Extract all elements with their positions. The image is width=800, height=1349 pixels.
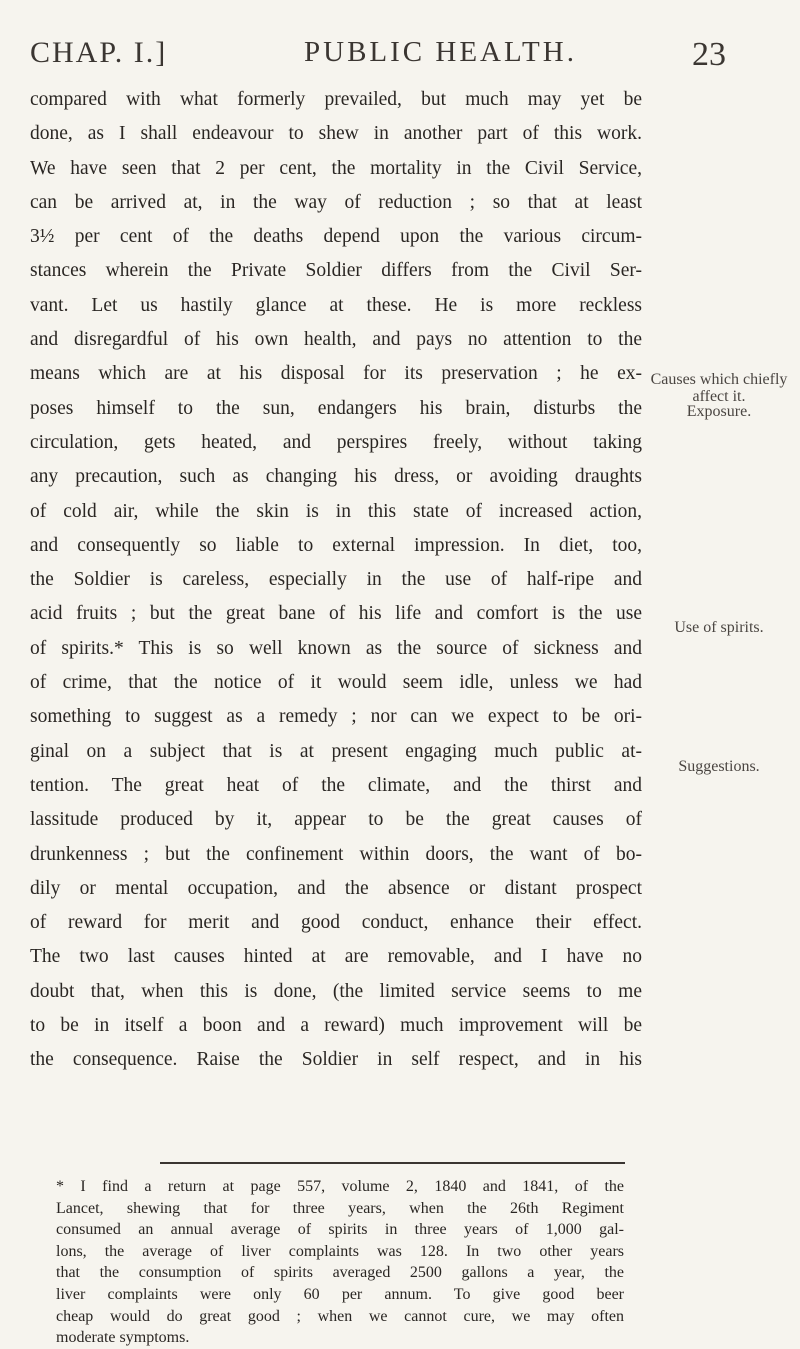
body-line: of crime, that the notice of it would seem idle, unless we had	[30, 672, 642, 694]
footnote-line: moderate symptoms.	[56, 1329, 190, 1347]
running-title: PUBLIC HEALTH.	[304, 36, 577, 68]
body-line: and disregardful of his own health, and pays no attention to the	[30, 329, 642, 351]
body-line: The two last causes hinted at are removable, and I have no	[30, 946, 642, 968]
body-line: and consequently so liable to external impression. In diet, too,	[30, 534, 642, 556]
body-line: drunkenness ; but the confinement within doors, the want of bo-	[30, 843, 642, 865]
body-line: the Soldier is careless, especially in the use of half-ripe and	[30, 569, 642, 591]
footnote-line: liver complaints were only 60 per annum. To give good beer	[56, 1285, 624, 1303]
footnote-line: lons, the average of liver complaints was 128. In two other years	[56, 1242, 624, 1260]
body-line: 3½ per cent of the deaths depend upon the various circum-	[30, 226, 642, 248]
footnote-line: that the consumption of spirits averaged 2500 gallons a year, the	[56, 1264, 624, 1282]
body-line: any precaution, such as changing his dress, or avoiding draughts	[30, 466, 642, 488]
body-text	[30, 83, 642, 1078]
chapter-heading: CHAP. I.]	[30, 36, 168, 69]
body-line: of reward for merit and good conduct, enhance their effect.	[30, 912, 642, 934]
body-line: means which are at his disposal for its preservation ; he ex-	[30, 363, 642, 385]
margin-note-suggestions: Suggestions.	[678, 758, 760, 775]
footnote-divider	[160, 1162, 625, 1164]
body-line: poses himself to the sun, endangers his brain, disturbs the	[30, 397, 642, 419]
footnote-line: cheap would do great good ; when we cannot cure, we may often	[56, 1307, 624, 1325]
body-line: lassitude produced by it, appear to be the great causes of	[30, 809, 642, 831]
margin-note-causes: Causes which chiefly affect it.	[650, 371, 788, 405]
body-line: of spirits.* This is so well known as the source of sickness and	[30, 637, 642, 659]
margin-note-exposure: Exposure.	[686, 403, 752, 420]
body-line: ginal on a subject that is at present engaging much public at-	[30, 740, 642, 762]
body-line: compared with what formerly prevailed, but much may yet be	[30, 89, 642, 110]
body-line: the consequence. Raise the Soldier in self respect, and in his	[30, 1049, 642, 1071]
footnote	[56, 1176, 624, 1349]
footnote-line: consumed an annual average of spirits in three years of 1,000 gal-	[56, 1221, 624, 1239]
body-line: stances wherein the Private Soldier differs from the Civil Ser-	[30, 260, 642, 282]
body-line: to be in itself a boon and a reward) much improvement will be	[30, 1015, 642, 1037]
body-line: dily or mental occupation, and the absence or distant prospect	[30, 877, 642, 899]
body-line: vant. Let us hastily glance at these. He is more reckless	[30, 294, 642, 316]
margin-note-spirits: Use of spirits.	[674, 619, 764, 636]
page-number: 23	[692, 36, 726, 73]
body-line: of cold air, while the skin is in this state of increased action,	[30, 500, 642, 522]
body-line: doubt that, when this is done, (the limited service seems to me	[30, 980, 642, 1002]
body-line: something to suggest as a remedy ; nor can we expect to be ori-	[30, 706, 642, 728]
body-line: circulation, gets heated, and perspires freely, without taking	[30, 431, 642, 453]
body-line: done, as I shall endeavour to shew in another part of this work.	[30, 123, 642, 145]
body-line: acid fruits ; but the great bane of his life and comfort is the use	[30, 603, 642, 625]
footnote-line: Lancet, shewing that for three years, when the 26th Regiment	[56, 1199, 624, 1217]
body-line: We have seen that 2 per cent, the mortality in the Civil Service,	[30, 157, 642, 179]
body-line: tention. The great heat of the climate, and the thirst and	[30, 774, 642, 796]
body-line: can be arrived at, in the way of reduction ; so that at least	[30, 191, 642, 213]
footnote-line: * I find a return at page 557, volume 2, 1840 and 1841, of the	[56, 1178, 624, 1195]
